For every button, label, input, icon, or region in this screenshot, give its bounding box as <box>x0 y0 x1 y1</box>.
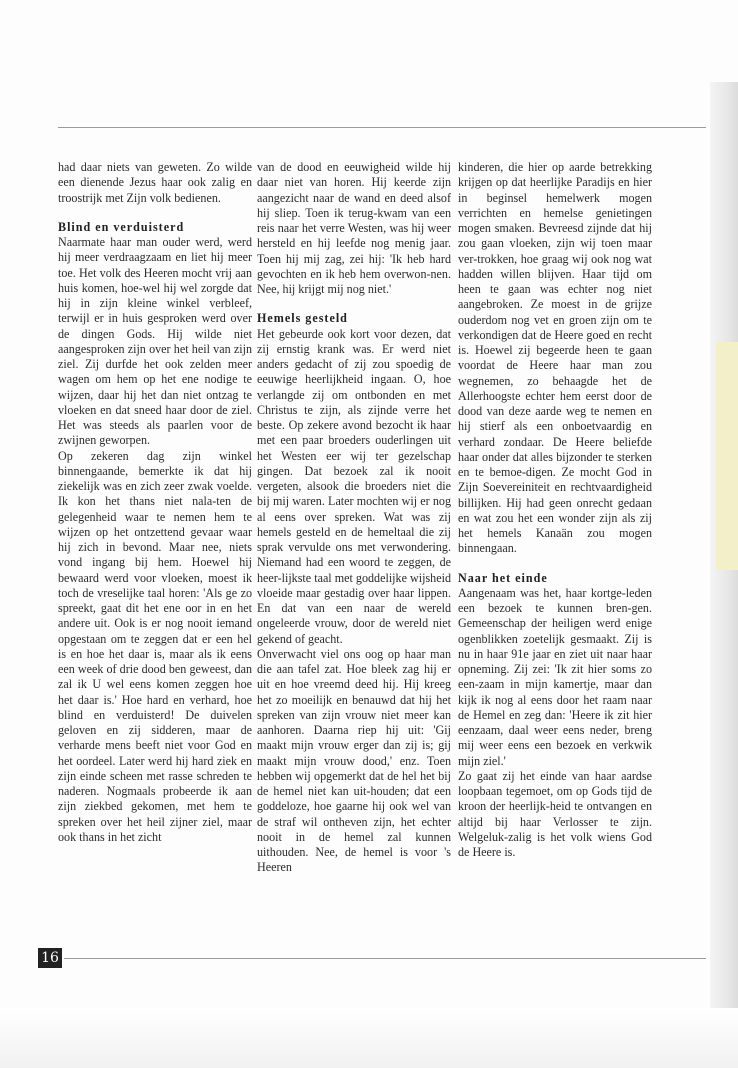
column-1 <box>58 160 252 845</box>
bottom-rule <box>64 958 706 959</box>
paragraph: Aangenaam was het, haar kortge-leden een bezoek te kunnen bren-gen. Gemeenschap der heiligen werd enige ogenblikken zoetelijk gesmaakt. Zij is nu in haar 91e jaar en ziet uit naar haar opneming. Zij zei: 'Ik zit hier soms zo een-zaam in mijn kamertje, maar dan kijk ik nog al eens door het raam naar de Hemel en zeg dan: 'Heere ik zit hier eenzaam, daal weer eens neder, breng mij weer eens een bezoek en verkwik mijn ziel.' <box>458 585 652 768</box>
column-3 <box>458 160 652 860</box>
paragraph: Onverwacht viel ons oog op haar man die aan tafel zat. Hoe bleek zag hij er uit en hoe vreemd deed hij. Hij kreeg het zo moeilijk en benauwd dat hij het spreken van zijn vrouw niet meer kan aanhoren. Daarna riep hij uit: 'Gij maakt mijn vrouw erger dan zij is; gij maakt mijn vrouw dood,' enz. Toen hebben wij opgemerkt dat de hel het bij de hemel niet kan uit-houden; dat een goddeloze, hoe gaarne hij ook wel van de straf wil ontheven zijn, het echter nooit in de hemel zal kunnen uithouden. Nee, de hemel is voor 's Heeren <box>257 646 451 875</box>
paragraph: Op zekeren dag zijn winkel binnengaande, bemerkte ik dat hij ziekelijk was en zich zeer zwak voelde. Ik kon het thans niet nala-ten de gelegenheid waar te nemen hem te wijzen op het ontzettend gevaar waar hij zich in bevond. Maar nee, niets vond ingang bij hem. Hoewel hij bewaard werd voor vloeken, moest ik toch de vreselijke taal horen: 'Als ge zo spreekt, gaat dit het ene oor in en het andere uit. Ook is er nog nooit iemand opgestaan om te zeggen dat er een hel is en hoe het daar is, maar als ik eens een week of drie dood ben geweest, dan zal ik U wel eens komen zeggen hoe het daar is.' Hoe hard en verhard, hoe blind en verduisterd! De duivelen geloven en zij sidderen, maar de verharde mens beeft niet voor God en het oordeel. Later werd hij hard ziek en zijn einde scheen met rasse schreden te naderen. Nogmaals probeerde ik aan zijn ziekbed gekomen, met hem te spreken over het heil zijner ziel, maar ook thans in het zicht <box>58 448 252 844</box>
section-heading: Hemels gesteld <box>257 311 348 326</box>
paragraph: Zo gaat zij het einde van haar aardse loopbaan tegemoet, om op Gods tijd de kroon der heerlijk-heid te ontvangen en altijd bij haar Verlosser te zijn. Welgeluk-zalig is het volk wiens God de Heere is. <box>458 768 652 859</box>
paragraph: Naarmate haar man ouder werd, werd hij meer verdraagzaam en liet hij meer toe. Het volk des Heeren mocht vrij aan huis komen, hoe-wel hij wel zorgde dat hij in zijn kleine winkel verbleef, terwijl er in huis gesproken werd over de dingen Gods. Hij wilde niet aangesproken zijn over het heil van zijn ziel. Zij durfde het ook zelden meer wagen om hem op het ene nodige te wijzen, daar hij het dan niet ontzag te vloeken en dat sneed haar door de ziel. Het was steeds als paarlen voor de zwijnen geworpen. <box>58 235 252 448</box>
paragraph: Het gebeurde ook kort voor dezen, dat zij ernstig krank was. Er werd niet anders gedacht of zij zou spoedig de eeuwige heerlijkheid ingaan. O, hoe verlangde zij om ontbonden en met Christus te zijn, als zijnde verre het beste. Op zekere avond bezocht ik haar met een paar broeders ouderlingen uit het Westen eer wij ter gezelschap gingen. Dat bezoek zal ik nooit vergeten, alsook die broeders niet die bij mij waren. Later mochten wij er nog al eens over spreken. Wat was zij hemels gesteld en de hemeltaal die zij sprak vervulde ons met verwondering. Niemand had een woord te zeggen, de heer-lijkste taal met goddelijke wijsheid vloeide maar gestadig over haar lippen. En dat van een naar de wereld ongeleerde vrouw, door de wereld niet gekend of geacht. <box>257 326 451 646</box>
paragraph: kinderen, die hier op aarde betrekking krijgen op dat heerlijke Paradijs en hier in beginsel hemelwerk mogen verrichten en hemelse genietingen mogen smaken. Bevreesd zijnde dat hij zou gaan vloeken, zijn wij toen maar ver-trokken, hoe graag wij ook nog wat hadden willen blijven. Haar tijd om heen te gaan was echter nog niet aangebroken. Ze moest in de grijze ouderdom nog vet en groen zijn om te verkondigen dat de Heere goed en recht is. Hoewel zij begeerde heen te gaan voordat de Heere haar man zou wegnemen, zo behaagde het de Allerhoogste echter hem eerst door de dood van deze aarde weg te nemen en hij stierf als een onboetvaardig en verhard zondaar. De Heere beliefde haar onder dat alles bijzonder te sterken en te bemoe-digen. Ze mocht God in Zijn Soevereiniteit en rechtvaardigheid billijken. Hij had geen onrecht gedaan en wat zou het een wonder zijn als zij het hemels Kanaän zou mogen binnengaan. <box>458 160 652 556</box>
page-edge-highlight <box>716 342 738 570</box>
section-heading: Naar het einde <box>458 570 548 585</box>
top-rule <box>58 127 706 128</box>
section-heading: Blind en verduisterd <box>58 219 185 234</box>
page-bottom-shade <box>0 1008 738 1068</box>
page-number: 16 <box>38 948 62 968</box>
column-2 <box>257 160 451 876</box>
paragraph: had daar niets van geweten. Zo wilde een dienende Jezus haar ook zalig en troostrijk met Zijn volk bedienen. <box>58 160 252 205</box>
paragraph: van de dood en eeuwigheid wilde hij daar niet van horen. Hij keerde zijn aangezicht naar de wand en deed alsof hij sliep. Toen ik terug-kwam van een reis naar het verre Westen, was hij weer hersteld en hij leefde nog menig jaar. Toen hij mij zag, zei hij: 'Ik heb hard gevochten en ik heb hem overwon-nen. Nee, hij krijgt mij nog niet.' <box>257 160 451 296</box>
